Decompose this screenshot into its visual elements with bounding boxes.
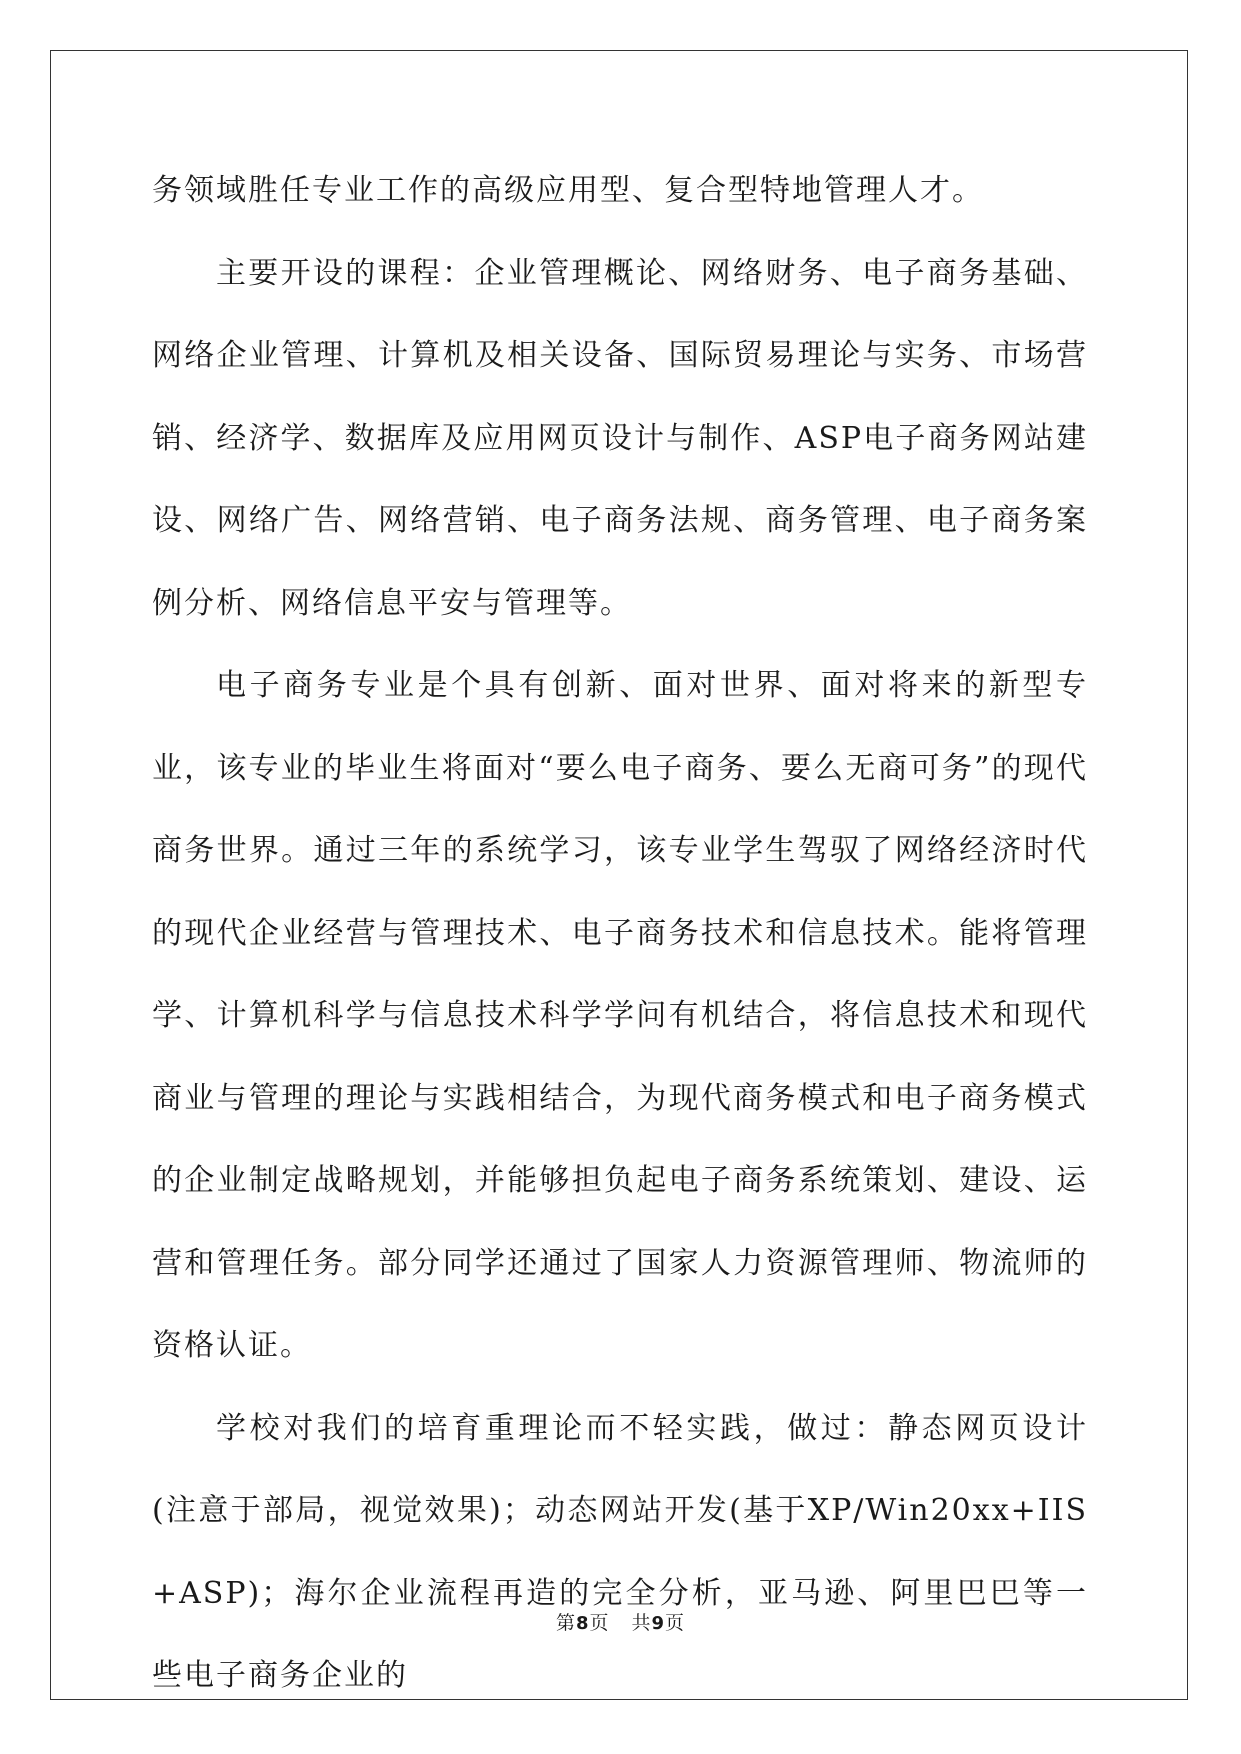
paragraph-practice: 学校对我们的培育重理论而不轻实践，做过：静态网页设计(注意于部局，视觉效果)；动态网站开发(基于XP/Win20xx+IIS+ASP)；海尔企业流程再造的完全分析，亚马逊、阿里巴巴等一些电子商务企业的 (152, 1410, 1088, 1693)
paragraph-continuation: 务领域胜任专业工作的高级应用型、复合型特地管理人才。 (152, 173, 984, 208)
footer-page-current: 8 (575, 1613, 590, 1634)
page-footer (0, 1611, 1241, 1636)
paragraph-major-description: 电子商务专业是个具有创新、面对世界、面对将来的新型专业，该专业的毕业生将面对“要么电子商务、要么无商可务”的现代商务世界。通过三年的系统学习，该专业学生驾驭了网络经济时代的现代企业经营与管理技术、电子商务技术和信息技术。能将管理学、计算机科学与信息技术科学学问有机结合，将信息技术和现代商业与管理的理论与实践相结合，为现代商务模式和电子商务模式的企业制定战略规划，并能够担负起电子商务系统策划、建设、运营和管理任务。部分同学还通过了国家人力资源管理师、物流师的资格认证。 (152, 668, 1088, 1363)
footer-page-total: 9 (651, 1613, 666, 1634)
paragraph-courses: 主要开设的课程：企业管理概论、网络财务、电子商务基础、网络企业管理、计算机及相关设备、国际贸易理论与实务、市场营销、经济学、数据库及应用网页设计与制作、ASP电子商务网站建设、网络广告、网络营销、电子商务法规、商务管理、电子商务案例分析、网络信息平安与管理等。 (152, 255, 1088, 621)
footer-total-suffix: 页 (665, 1612, 686, 1634)
document-body (152, 150, 1088, 1718)
footer-page-suffix: 页 (589, 1612, 610, 1634)
footer-page-prefix: 第 (555, 1612, 576, 1634)
footer-total-prefix: 共 (631, 1612, 652, 1634)
